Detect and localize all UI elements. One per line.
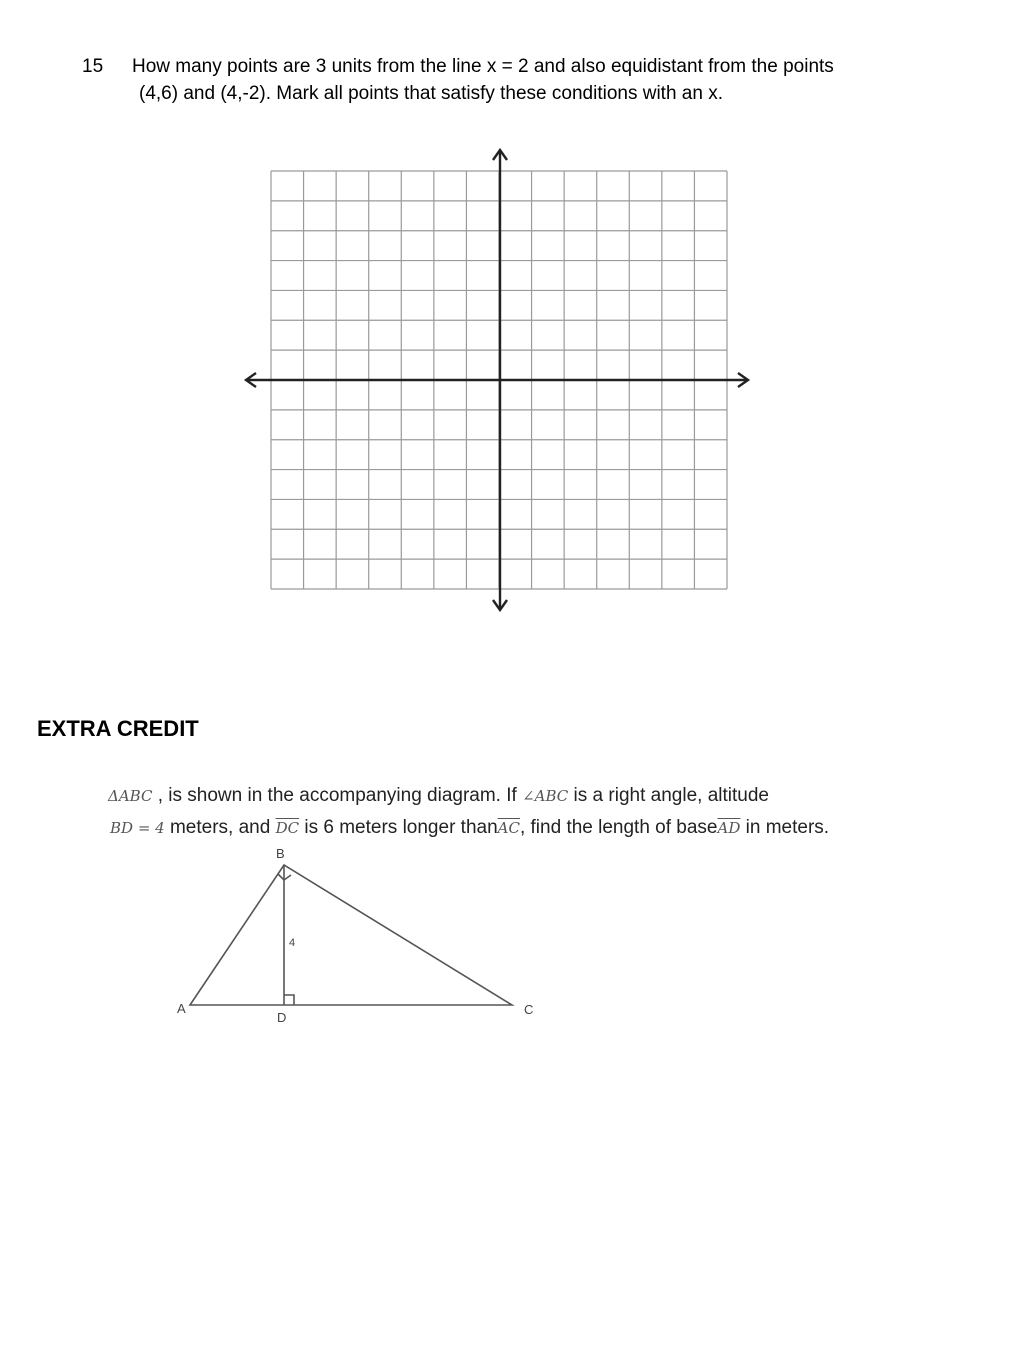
extra-credit-line-1 bbox=[108, 785, 769, 807]
altitude-length-label: 4 bbox=[289, 937, 296, 949]
ac-segment-symbol: $\overline{AC}$ bbox=[497, 819, 520, 837]
vertex-label-c: C bbox=[524, 1002, 534, 1017]
ec-line2-text-b: is 6 meters longer than bbox=[299, 817, 498, 838]
right-angle-mark-b bbox=[278, 874, 291, 880]
triangle-abc bbox=[190, 865, 512, 1005]
ad-segment-symbol: $\overline{AD}$ bbox=[717, 819, 741, 837]
bd-equals-symbol: BD = 4 bbox=[110, 819, 165, 837]
right-angle-mark-d bbox=[284, 995, 294, 1005]
axes bbox=[246, 150, 748, 610]
vertex-label-b: B bbox=[276, 846, 285, 861]
question-text-line-2: (4,6) and (4,-2). Mark all points that satisfy these conditions with an x. bbox=[139, 83, 723, 104]
ec-line2-text-a: meters, and bbox=[164, 817, 276, 838]
ec-line1-text-b: is a right angle, altitude bbox=[568, 785, 769, 806]
triangle-abc-symbol: ΔABC bbox=[108, 787, 153, 805]
ec-line1-text-a: , is shown in the accompanying diagram. If bbox=[152, 785, 523, 806]
question-number: 15 bbox=[82, 56, 104, 77]
dc-segment-symbol: $\overline{DC}$ bbox=[275, 819, 300, 837]
angle-abc-symbol: ∠ABC bbox=[522, 787, 569, 805]
extra-credit-line-2 bbox=[110, 817, 829, 839]
ec-line2-text-d: in meters. bbox=[740, 817, 830, 838]
question-text-line-1: How many points are 3 units from the line x = 2 and also equidistant from the points bbox=[132, 56, 834, 77]
vertex-label-a: A bbox=[177, 1001, 186, 1016]
ec-line2-text-c: , find the length of base bbox=[519, 817, 718, 838]
vertex-label-d: D bbox=[277, 1010, 287, 1025]
extra-credit-heading: EXTRA CREDIT bbox=[37, 716, 199, 741]
